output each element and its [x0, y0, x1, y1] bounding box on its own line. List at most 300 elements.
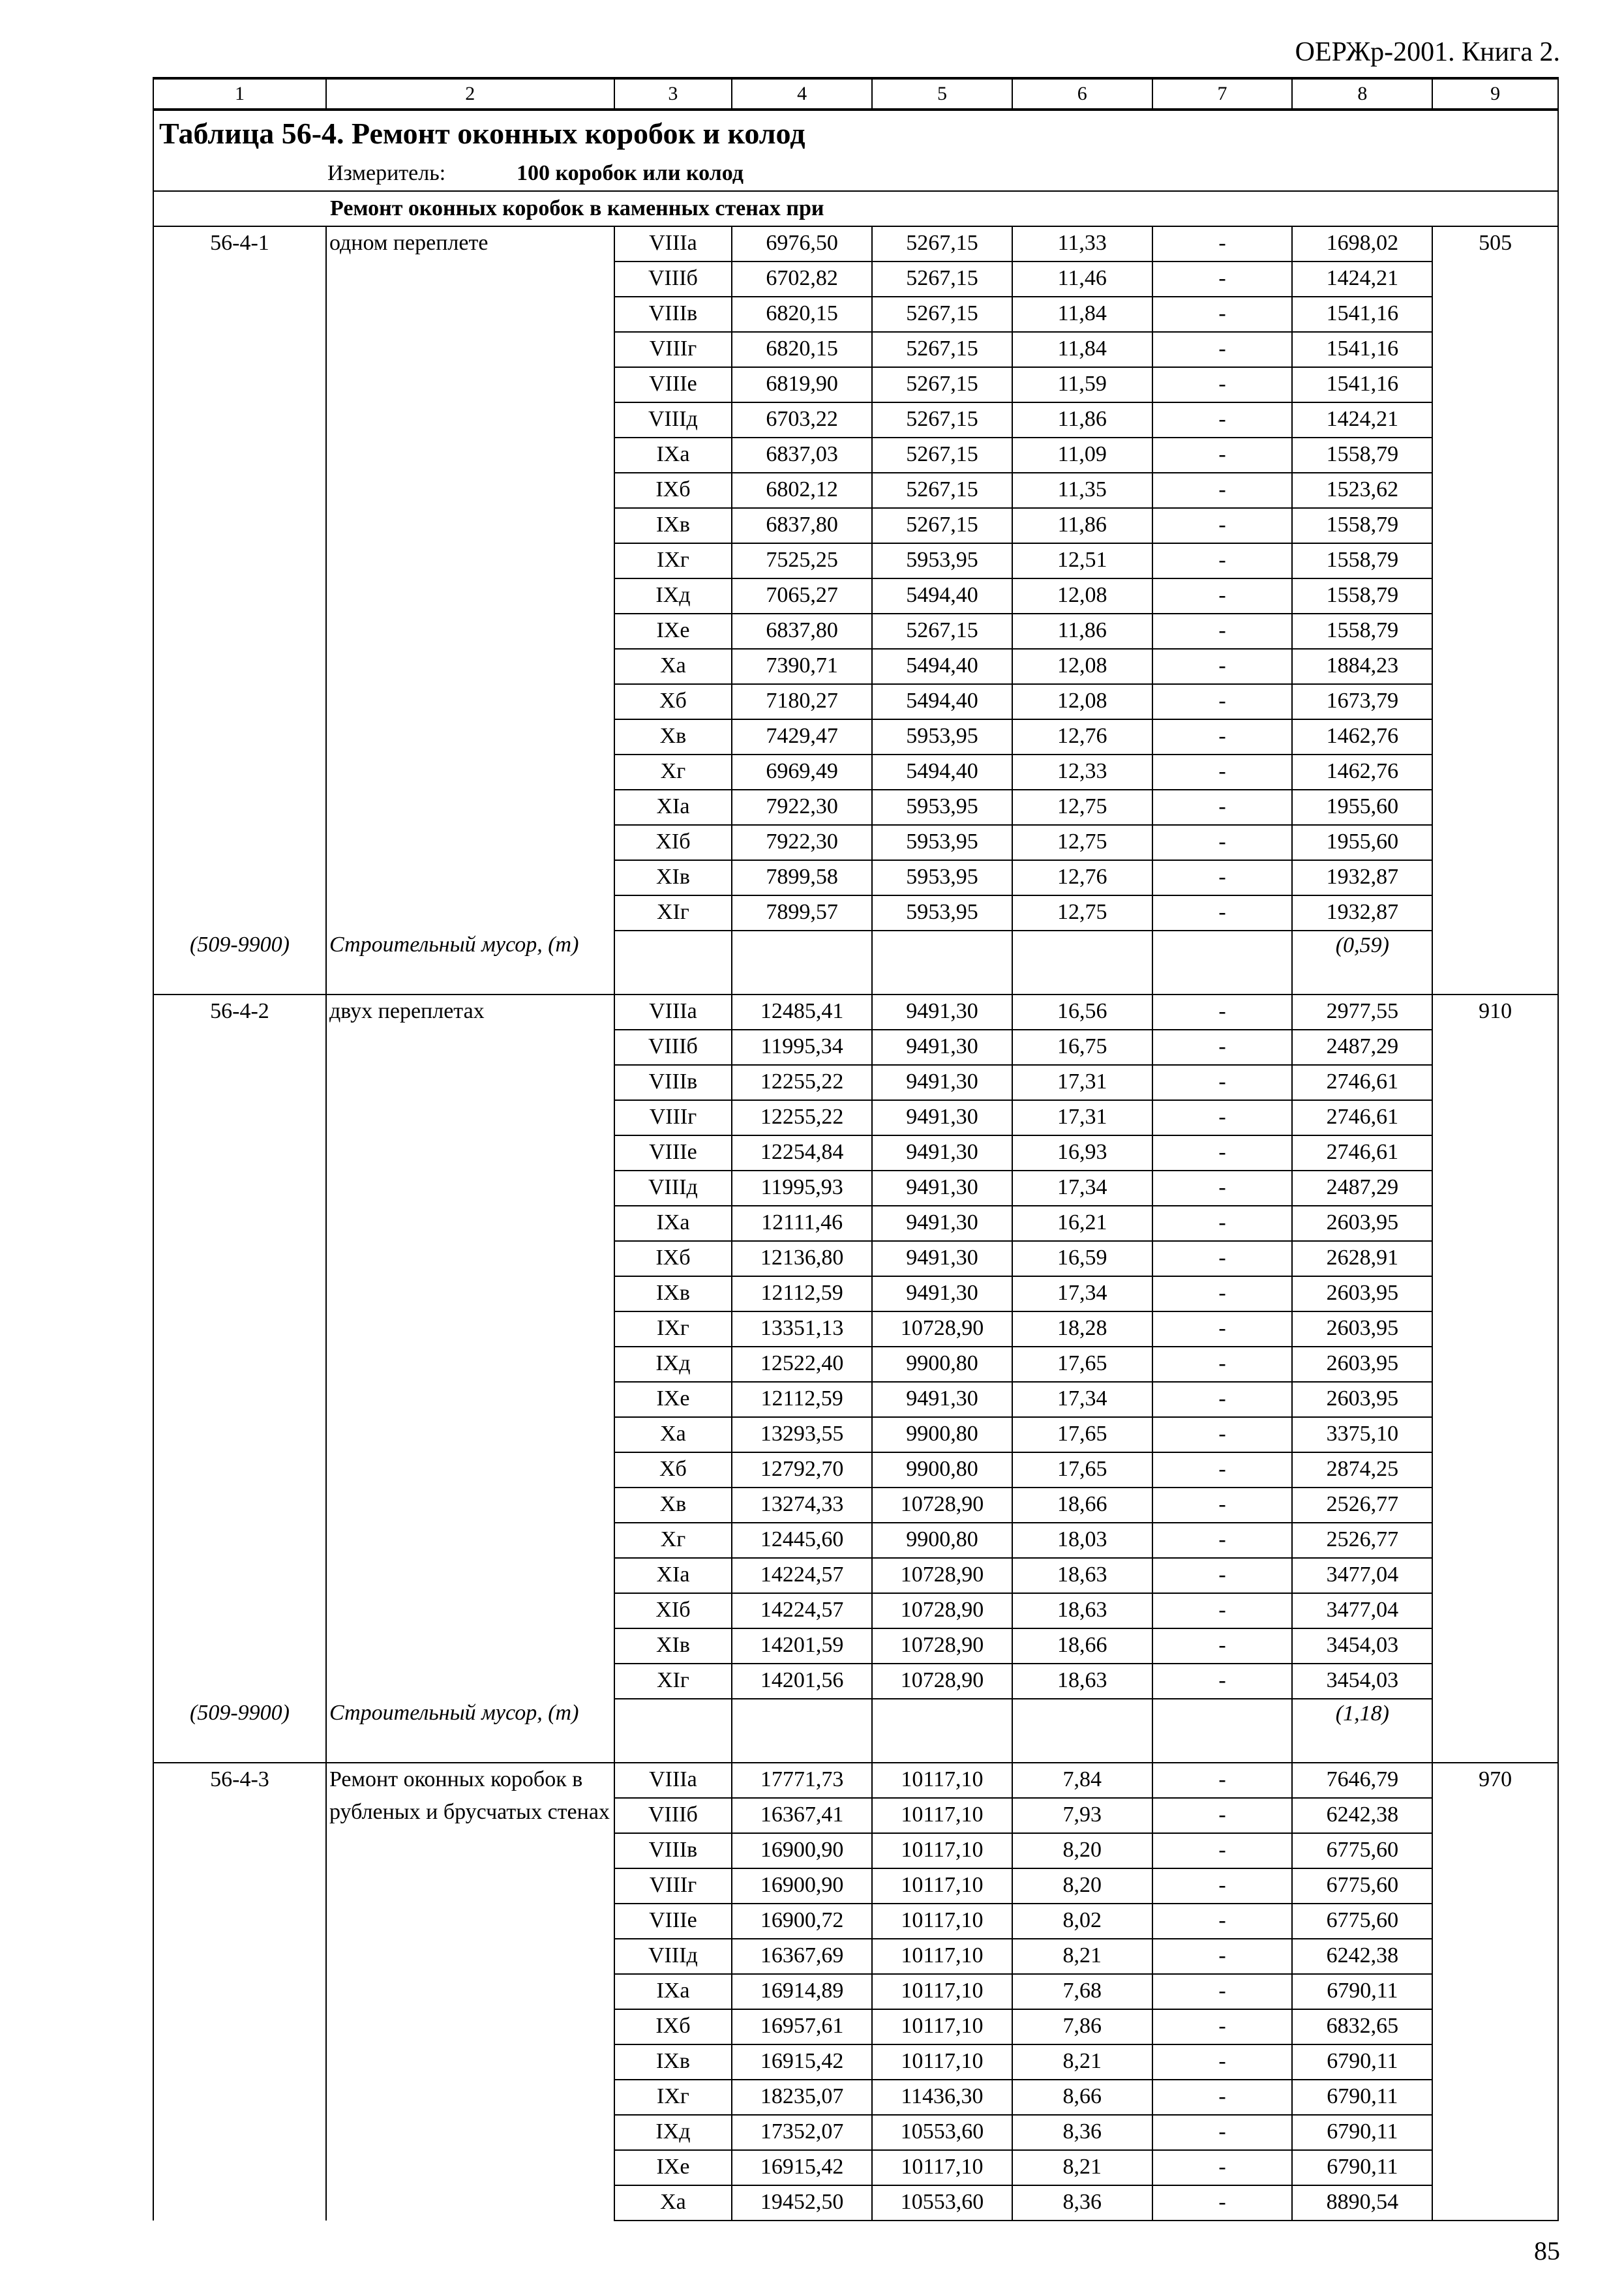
total-cost-cell: 7065,27 [732, 578, 872, 614]
zone-cell: XIб [614, 1593, 732, 1628]
zone-cell: IXд [614, 1347, 732, 1382]
col7-cell: - [1152, 297, 1293, 332]
materials-cost-cell: 8890,54 [1292, 2185, 1432, 2221]
zone-cell: IXе [614, 614, 732, 649]
machine-cost-cell: 17,34 [1012, 1276, 1152, 1311]
total-cost-cell: 12254,84 [732, 1135, 872, 1171]
labor-cost-cell: 10728,90 [872, 1558, 1012, 1593]
column-number: 3 [614, 78, 732, 110]
labor-cost-cell: 10553,60 [872, 2185, 1012, 2221]
col7-cell: - [1152, 1593, 1293, 1628]
zone-cell: Xа [614, 649, 732, 684]
labor-cost-cell: 5953,95 [872, 860, 1012, 895]
col7-cell: - [1152, 1135, 1293, 1171]
zone-cell: IXе [614, 1382, 732, 1417]
machine-cost-cell: 18,63 [1012, 1593, 1152, 1628]
machine-cost-cell: 8,21 [1012, 1939, 1152, 1974]
total-cost-cell: 6837,80 [732, 614, 872, 649]
zone-cell: Xг [614, 755, 732, 790]
zone-cell: IXе [614, 2150, 732, 2185]
labor-cost-cell: 5267,15 [872, 262, 1012, 297]
machine-cost-cell: 12,76 [1012, 860, 1152, 895]
table-row [153, 226, 1558, 262]
zone-cell: Xв [614, 1488, 732, 1523]
materials-cost-cell: 2746,61 [1292, 1100, 1432, 1135]
labor-cost-cell: 5267,15 [872, 473, 1012, 508]
labor-cost-cell: 5267,15 [872, 614, 1012, 649]
col7-cell: - [1152, 1868, 1293, 1904]
section-title: Ремонт оконных коробок в каменных стенах при [153, 191, 1558, 226]
materials-cost-cell: 1523,62 [1292, 473, 1432, 508]
labor-cost-cell: 11436,30 [872, 2080, 1012, 2115]
rate-name: Ремонт оконных коробок в рубленых и брусчатых стенах [326, 1763, 614, 2221]
col7-cell: - [1152, 1488, 1293, 1523]
machine-cost-cell: 8,36 [1012, 2115, 1152, 2150]
machine-cost-cell: 17,65 [1012, 1347, 1152, 1382]
total-cost-cell: 16915,42 [732, 2044, 872, 2080]
total-cost-cell: 12136,80 [732, 1241, 872, 1276]
zone-cell: IXб [614, 1241, 732, 1276]
total-cost-cell: 12445,60 [732, 1523, 872, 1558]
labor-cost-cell: 5267,15 [872, 438, 1012, 473]
total-cost-cell: 12485,41 [732, 995, 872, 1030]
materials-cost-cell: 2977,55 [1292, 995, 1432, 1030]
col7-cell: - [1152, 995, 1293, 1030]
total-cost-cell: 16900,90 [732, 1868, 872, 1904]
materials-cost-cell: 6790,11 [1292, 2150, 1432, 2185]
total-cost-cell: 7899,58 [732, 860, 872, 895]
labor-cost-cell: 10117,10 [872, 1868, 1012, 1904]
zone-cell: XIа [614, 1558, 732, 1593]
debris-row [153, 931, 1558, 995]
measure-row [153, 157, 1558, 191]
total-cost-cell: 13274,33 [732, 1488, 872, 1523]
column-number: 2 [326, 78, 614, 110]
table-title: Таблица 56-4. Ремонт оконных коробок и колод [153, 110, 1558, 157]
materials-cost-cell: 3454,03 [1292, 1628, 1432, 1664]
debris-row [153, 1699, 1558, 1763]
materials-cost-cell: 6775,60 [1292, 1904, 1432, 1939]
labor-cost-cell: 5953,95 [872, 790, 1012, 825]
materials-cost-cell: 6242,38 [1292, 1939, 1432, 1974]
rate-name: одном переплете [326, 226, 614, 931]
zone-cell: VIIIд [614, 1939, 732, 1974]
col7-cell: - [1152, 1452, 1293, 1488]
machine-cost-cell: 17,65 [1012, 1417, 1152, 1452]
labor-cost-cell: 9491,30 [872, 1382, 1012, 1417]
zone-cell: VIIIе [614, 1904, 732, 1939]
materials-cost-cell: 1558,79 [1292, 438, 1432, 473]
labor-cost-cell: 10117,10 [872, 1833, 1012, 1868]
labor-cost-cell: 5494,40 [872, 649, 1012, 684]
col7-cell: - [1152, 2115, 1293, 2150]
zone-cell: VIIIб [614, 1798, 732, 1833]
labor-cost-cell: 5267,15 [872, 402, 1012, 438]
materials-cost-cell: 2487,29 [1292, 1030, 1432, 1065]
zone-cell: Xа [614, 2185, 732, 2221]
machine-cost-cell: 11,33 [1012, 226, 1152, 262]
zone-cell: Xг [614, 1523, 732, 1558]
labor-cost-cell: 9491,30 [872, 1241, 1012, 1276]
debris-code: (509-9900) [153, 931, 326, 995]
machine-cost-cell: 11,35 [1012, 473, 1152, 508]
rate-code: 56-4-2 [153, 995, 326, 1699]
materials-cost-cell: 1558,79 [1292, 578, 1432, 614]
materials-cost-cell: 2487,29 [1292, 1171, 1432, 1206]
labor-cost-cell: 10117,10 [872, 2150, 1012, 2185]
labor-cost-cell: 9491,30 [872, 1065, 1012, 1100]
total-cost-cell: 14201,59 [732, 1628, 872, 1664]
zone-cell: XIг [614, 895, 732, 931]
total-cost-cell: 6703,22 [732, 402, 872, 438]
col7-cell: - [1152, 649, 1293, 684]
materials-cost-cell: 1462,76 [1292, 755, 1432, 790]
machine-cost-cell: 11,59 [1012, 367, 1152, 402]
column-number: 4 [732, 78, 872, 110]
total-cost-cell: 6702,82 [732, 262, 872, 297]
zone-cell: IXа [614, 438, 732, 473]
machine-cost-cell: 12,08 [1012, 684, 1152, 719]
zone-cell: VIIIб [614, 262, 732, 297]
labor-cost-cell: 5953,95 [872, 543, 1012, 578]
machine-cost-cell: 16,75 [1012, 1030, 1152, 1065]
col7-cell: - [1152, 1664, 1293, 1699]
col7-cell: - [1152, 332, 1293, 367]
total-cost-cell: 6820,15 [732, 332, 872, 367]
empty-cell [1012, 931, 1152, 995]
col7-cell: - [1152, 1798, 1293, 1833]
zone-cell: IXг [614, 2080, 732, 2115]
col9-value: 505 [1432, 226, 1558, 995]
page-number: 85 [1534, 2236, 1560, 2266]
zone-cell: IXд [614, 578, 732, 614]
empty-cell [1152, 1699, 1293, 1763]
machine-cost-cell: 16,56 [1012, 995, 1152, 1030]
materials-cost-cell: 1955,60 [1292, 790, 1432, 825]
labor-cost-cell: 5494,40 [872, 578, 1012, 614]
total-cost-cell: 14224,57 [732, 1558, 872, 1593]
col7-cell: - [1152, 895, 1293, 931]
materials-cost-cell: 1955,60 [1292, 825, 1432, 860]
materials-cost-cell: 3375,10 [1292, 1417, 1432, 1452]
labor-cost-cell: 5953,95 [872, 719, 1012, 755]
total-cost-cell: 18235,07 [732, 2080, 872, 2115]
machine-cost-cell: 12,75 [1012, 895, 1152, 931]
materials-cost-cell: 7646,79 [1292, 1763, 1432, 1798]
machine-cost-cell: 16,59 [1012, 1241, 1152, 1276]
col7-cell: - [1152, 402, 1293, 438]
zone-cell: VIIIб [614, 1030, 732, 1065]
total-cost-cell: 12255,22 [732, 1065, 872, 1100]
materials-cost-cell: 6790,11 [1292, 2080, 1432, 2115]
machine-cost-cell: 11,46 [1012, 262, 1152, 297]
total-cost-cell: 19452,50 [732, 2185, 872, 2221]
measure-label: Измеритель: [327, 161, 446, 185]
total-cost-cell: 7922,30 [732, 825, 872, 860]
labor-cost-cell: 9491,30 [872, 995, 1012, 1030]
section-title-row [153, 191, 1558, 226]
rate-name: двух переплетах [326, 995, 614, 1699]
column-number: 5 [872, 78, 1012, 110]
total-cost-cell: 6969,49 [732, 755, 872, 790]
total-cost-cell: 16957,61 [732, 2009, 872, 2044]
labor-cost-cell: 9491,30 [872, 1030, 1012, 1065]
materials-cost-cell: 2603,95 [1292, 1311, 1432, 1347]
materials-cost-cell: 3477,04 [1292, 1593, 1432, 1628]
materials-cost-cell: 1541,16 [1292, 297, 1432, 332]
total-cost-cell: 16367,41 [732, 1798, 872, 1833]
machine-cost-cell: 12,75 [1012, 790, 1152, 825]
zone-cell: XIв [614, 860, 732, 895]
col7-cell: - [1152, 1763, 1293, 1798]
materials-cost-cell: 1558,79 [1292, 543, 1432, 578]
col7-cell: - [1152, 2150, 1293, 2185]
zone-cell: XIа [614, 790, 732, 825]
col7-cell: - [1152, 2044, 1293, 2080]
labor-cost-cell: 9491,30 [872, 1276, 1012, 1311]
materials-cost-cell: 2874,25 [1292, 1452, 1432, 1488]
col7-cell: - [1152, 1833, 1293, 1868]
machine-cost-cell: 8,21 [1012, 2044, 1152, 2080]
materials-cost-cell: 3454,03 [1292, 1664, 1432, 1699]
materials-cost-cell: 1884,23 [1292, 649, 1432, 684]
total-cost-cell: 6802,12 [732, 473, 872, 508]
materials-cost-cell: 1558,79 [1292, 508, 1432, 543]
measure-value: 100 коробок или колод [517, 161, 744, 185]
zone-cell: Xв [614, 719, 732, 755]
empty-cell [872, 1699, 1012, 1763]
machine-cost-cell: 18,66 [1012, 1628, 1152, 1664]
total-cost-cell: 6820,15 [732, 297, 872, 332]
zone-cell: VIIIд [614, 402, 732, 438]
zone-cell: XIг [614, 1664, 732, 1699]
empty-cell [732, 931, 872, 995]
machine-cost-cell: 12,08 [1012, 649, 1152, 684]
total-cost-cell: 12112,59 [732, 1382, 872, 1417]
labor-cost-cell: 10117,10 [872, 1939, 1012, 1974]
labor-cost-cell: 9900,80 [872, 1452, 1012, 1488]
zone-cell: XIб [614, 825, 732, 860]
zone-cell: Xб [614, 684, 732, 719]
debris-value: (1,18) [1292, 1699, 1432, 1763]
labor-cost-cell: 10117,10 [872, 1904, 1012, 1939]
total-cost-cell: 16900,90 [732, 1833, 872, 1868]
labor-cost-cell: 10553,60 [872, 2115, 1012, 2150]
labor-cost-cell: 10728,90 [872, 1664, 1012, 1699]
col7-cell: - [1152, 719, 1293, 755]
col7-cell: - [1152, 1939, 1293, 1974]
table-title-row [153, 110, 1558, 157]
total-cost-cell: 16900,72 [732, 1904, 872, 1939]
empty-cell [614, 1699, 732, 1763]
labor-cost-cell: 10117,10 [872, 2044, 1012, 2080]
labor-cost-cell: 10728,90 [872, 1593, 1012, 1628]
materials-cost-cell: 6775,60 [1292, 1833, 1432, 1868]
col7-cell: - [1152, 1974, 1293, 2009]
zone-cell: VIIIа [614, 1763, 732, 1798]
materials-cost-cell: 6790,11 [1292, 2044, 1432, 2080]
labor-cost-cell: 10117,10 [872, 1798, 1012, 1833]
zone-cell: IXа [614, 1974, 732, 2009]
zone-cell: IXв [614, 1276, 732, 1311]
total-cost-cell: 7525,25 [732, 543, 872, 578]
machine-cost-cell: 11,09 [1012, 438, 1152, 473]
total-cost-cell: 7180,27 [732, 684, 872, 719]
labor-cost-cell: 10117,10 [872, 2009, 1012, 2044]
machine-cost-cell: 8,21 [1012, 2150, 1152, 2185]
labor-cost-cell: 10728,90 [872, 1311, 1012, 1347]
col7-cell: - [1152, 367, 1293, 402]
labor-cost-cell: 9491,30 [872, 1100, 1012, 1135]
machine-cost-cell: 12,75 [1012, 825, 1152, 860]
zone-cell: VIIIе [614, 1135, 732, 1171]
measure-cell [153, 157, 1558, 191]
machine-cost-cell: 11,86 [1012, 508, 1152, 543]
total-cost-cell: 11995,34 [732, 1030, 872, 1065]
machine-cost-cell: 11,84 [1012, 332, 1152, 367]
column-number: 8 [1292, 78, 1432, 110]
materials-cost-cell: 2746,61 [1292, 1135, 1432, 1171]
machine-cost-cell: 12,76 [1012, 719, 1152, 755]
machine-cost-cell: 12,51 [1012, 543, 1152, 578]
machine-cost-cell: 17,34 [1012, 1171, 1152, 1206]
machine-cost-cell: 17,31 [1012, 1100, 1152, 1135]
materials-cost-cell: 2746,61 [1292, 1065, 1432, 1100]
total-cost-cell: 6976,50 [732, 226, 872, 262]
materials-cost-cell: 2603,95 [1292, 1347, 1432, 1382]
materials-cost-cell: 6832,65 [1292, 2009, 1432, 2044]
total-cost-cell: 16915,42 [732, 2150, 872, 2185]
zone-cell: IXг [614, 543, 732, 578]
total-cost-cell: 12792,70 [732, 1452, 872, 1488]
col7-cell: - [1152, 578, 1293, 614]
machine-cost-cell: 8,66 [1012, 2080, 1152, 2115]
total-cost-cell: 16367,69 [732, 1939, 872, 1974]
labor-cost-cell: 9900,80 [872, 1523, 1012, 1558]
labor-cost-cell: 5267,15 [872, 367, 1012, 402]
column-number: 6 [1012, 78, 1152, 110]
total-cost-cell: 12255,22 [732, 1100, 872, 1135]
table-row [153, 995, 1558, 1030]
zone-cell: IXа [614, 1206, 732, 1241]
col7-cell: - [1152, 614, 1293, 649]
materials-cost-cell: 6790,11 [1292, 1974, 1432, 2009]
total-cost-cell: 14201,56 [732, 1664, 872, 1699]
total-cost-cell: 7429,47 [732, 719, 872, 755]
labor-cost-cell: 9491,30 [872, 1206, 1012, 1241]
empty-cell [614, 931, 732, 995]
materials-cost-cell: 2526,77 [1292, 1488, 1432, 1523]
col7-cell: - [1152, 825, 1293, 860]
zone-cell: IXб [614, 473, 732, 508]
total-cost-cell: 12112,59 [732, 1276, 872, 1311]
zone-cell: IXд [614, 2115, 732, 2150]
col7-cell: - [1152, 1065, 1293, 1100]
col7-cell: - [1152, 1523, 1293, 1558]
zone-cell: VIIIг [614, 1100, 732, 1135]
empty-cell [1152, 931, 1293, 995]
materials-cost-cell: 1462,76 [1292, 719, 1432, 755]
machine-cost-cell: 8,02 [1012, 1904, 1152, 1939]
materials-cost-cell: 1932,87 [1292, 860, 1432, 895]
column-number: 1 [153, 78, 326, 110]
machine-cost-cell: 8,20 [1012, 1868, 1152, 1904]
machine-cost-cell: 18,63 [1012, 1664, 1152, 1699]
empty-cell [732, 1699, 872, 1763]
col7-cell: - [1152, 1904, 1293, 1939]
materials-cost-cell: 1424,21 [1292, 402, 1432, 438]
empty-cell [872, 931, 1012, 995]
materials-cost-cell: 1541,16 [1292, 332, 1432, 367]
col7-cell: - [1152, 262, 1293, 297]
machine-cost-cell: 7,68 [1012, 1974, 1152, 2009]
col7-cell: - [1152, 1206, 1293, 1241]
col7-cell: - [1152, 1311, 1293, 1347]
machine-cost-cell: 11,86 [1012, 402, 1152, 438]
column-number: 7 [1152, 78, 1293, 110]
col7-cell: - [1152, 1347, 1293, 1382]
labor-cost-cell: 5494,40 [872, 684, 1012, 719]
col7-cell: - [1152, 2009, 1293, 2044]
machine-cost-cell: 16,93 [1012, 1135, 1152, 1171]
machine-cost-cell: 8,20 [1012, 1833, 1152, 1868]
total-cost-cell: 12522,40 [732, 1347, 872, 1382]
zone-cell: Xа [614, 1417, 732, 1452]
labor-cost-cell: 9491,30 [872, 1135, 1012, 1171]
total-cost-cell: 6837,03 [732, 438, 872, 473]
col7-cell: - [1152, 543, 1293, 578]
col7-cell: - [1152, 1417, 1293, 1452]
materials-cost-cell: 2603,95 [1292, 1206, 1432, 1241]
machine-cost-cell: 11,84 [1012, 297, 1152, 332]
machine-cost-cell: 11,86 [1012, 614, 1152, 649]
materials-cost-cell: 3477,04 [1292, 1558, 1432, 1593]
machine-cost-cell: 18,28 [1012, 1311, 1152, 1347]
materials-cost-cell: 6790,11 [1292, 2115, 1432, 2150]
zone-cell: VIIIг [614, 1868, 732, 1904]
column-number-row [153, 78, 1558, 110]
machine-cost-cell: 7,84 [1012, 1763, 1152, 1798]
zone-cell: IXб [614, 2009, 732, 2044]
col7-cell: - [1152, 1276, 1293, 1311]
col9-value: 910 [1432, 995, 1558, 1763]
materials-cost-cell: 6775,60 [1292, 1868, 1432, 1904]
col7-cell: - [1152, 1382, 1293, 1417]
col7-cell: - [1152, 438, 1293, 473]
zone-cell: VIIIа [614, 995, 732, 1030]
labor-cost-cell: 10728,90 [872, 1488, 1012, 1523]
machine-cost-cell: 17,65 [1012, 1452, 1152, 1488]
col7-cell: - [1152, 1628, 1293, 1664]
empty-cell [1012, 1699, 1152, 1763]
materials-cost-cell: 1698,02 [1292, 226, 1432, 262]
machine-cost-cell: 18,63 [1012, 1558, 1152, 1593]
col7-cell: - [1152, 860, 1293, 895]
zone-cell: VIIIг [614, 332, 732, 367]
labor-cost-cell: 9491,30 [872, 1171, 1012, 1206]
machine-cost-cell: 18,66 [1012, 1488, 1152, 1523]
labor-cost-cell: 9900,80 [872, 1417, 1012, 1452]
zone-cell: VIIIе [614, 367, 732, 402]
col7-cell: - [1152, 755, 1293, 790]
materials-cost-cell: 1541,16 [1292, 367, 1432, 402]
col7-cell: - [1152, 2080, 1293, 2115]
machine-cost-cell: 7,93 [1012, 1798, 1152, 1833]
total-cost-cell: 17771,73 [732, 1763, 872, 1798]
materials-cost-cell: 1932,87 [1292, 895, 1432, 931]
col7-cell: - [1152, 1558, 1293, 1593]
machine-cost-cell: 16,21 [1012, 1206, 1152, 1241]
